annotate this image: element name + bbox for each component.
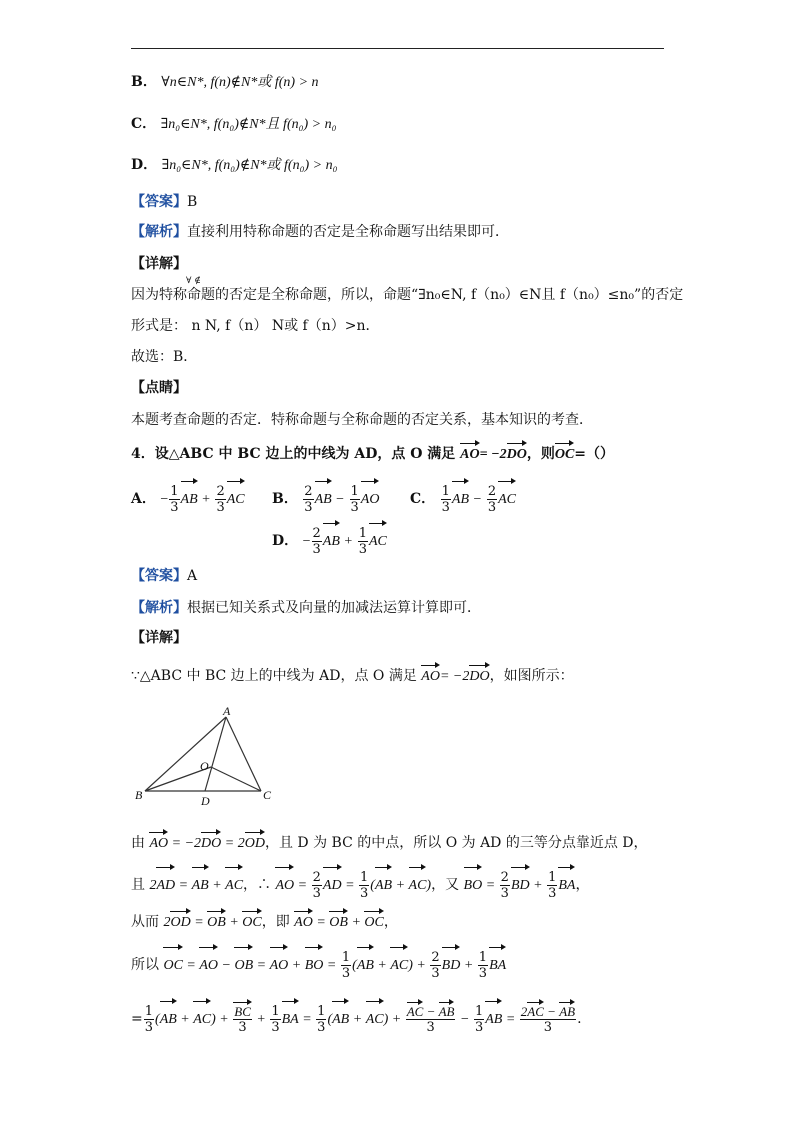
label-b: B xyxy=(135,788,143,802)
vector-ao: AO xyxy=(149,834,168,854)
fraction: $\frac{2}{3}$ xyxy=(487,483,497,515)
option-text: ∃n₀∈N*, f(n₀)∉N*且 f(n₀) > n₀ xyxy=(160,117,337,132)
option-label: C． xyxy=(410,491,436,507)
fraction: $\frac{2}{3}$ xyxy=(216,483,225,515)
detail-line: 因为特称命题的否定是全称命题，所以，命题“∃n₀∈N, f（n₀）∈N且 f（n₀）≤n₀”的否定 xyxy=(131,287,684,303)
q3-review-tag xyxy=(131,378,187,398)
vector-do: DO xyxy=(201,834,221,854)
label-c: C xyxy=(263,788,272,802)
q4-step4: 所以 OC = AO − OB = AO + BO = $\frac{1}{3}$ (AB + AC) + $\frac{2}{3}$ BD + $\frac{1}{3}$ BA xyxy=(131,948,506,983)
step-text: 从而 xyxy=(131,914,164,930)
vector: AB xyxy=(315,483,332,517)
fraction: $\frac{1}{3}$ xyxy=(441,483,450,515)
q4-answer xyxy=(131,566,197,586)
detail-tag: 【详解】 xyxy=(131,630,187,646)
segment-oc xyxy=(211,767,261,791)
step-text: 且 xyxy=(131,877,150,893)
equation-coef: = −2 xyxy=(439,669,470,684)
q3-review-text xyxy=(131,410,593,430)
step-text: = xyxy=(131,1011,143,1027)
q4-step3: 从而 2OD = OB + OC，即 AO = OB + OC， xyxy=(131,912,398,933)
vector: AO xyxy=(361,483,380,517)
q3-detail-line2 xyxy=(131,316,379,336)
fraction: $\frac{1}{3}$ xyxy=(170,483,179,515)
step-text: 由 xyxy=(131,835,150,851)
step-text: ，且 D 为 BC 的中点，所以 O 为 AD 的三等分点靠近点 D， xyxy=(264,835,648,851)
q4-detail-tag xyxy=(131,628,187,648)
answer-value: A xyxy=(187,568,198,584)
triangle-figure xyxy=(131,700,291,810)
analysis-text: 根据已知关系式及向量的加减法运算计算即可． xyxy=(187,600,481,616)
q3-option-b xyxy=(131,72,319,93)
fraction: $\frac{2}{3}$ xyxy=(312,525,321,557)
option-label: B． xyxy=(131,74,157,90)
header-rule xyxy=(131,48,664,49)
review-tag: 【点睛】 xyxy=(131,380,187,396)
option-label: C． xyxy=(131,116,157,132)
q4-option-a xyxy=(131,482,245,517)
label-a: A xyxy=(223,704,231,718)
step-text: ， xyxy=(383,914,398,930)
q3-detail-tag xyxy=(131,254,187,274)
sign: − xyxy=(160,492,169,507)
vector: AC xyxy=(227,483,245,517)
stem-text: 4．设△ABC 中 BC 边上的中线为 AD，点 O 满足 xyxy=(131,446,461,462)
fraction: $\frac{1}{3}$ xyxy=(350,483,359,515)
fraction: $\frac{2}{3}$ xyxy=(304,483,313,515)
q4-step1: 由 AO = −2DO = 2OD，且 D 为 BC 的中点，所以 O 为 AD 的三等分点靠近点 D， xyxy=(131,833,648,854)
stem-text: =（） xyxy=(574,446,615,462)
q4-option-b xyxy=(272,482,379,517)
side-ac xyxy=(226,717,261,791)
detail-text: ∵△ABC 中 BC 边上的中线为 AD，点 O 满足 xyxy=(131,668,422,684)
detail-line: 故选：B． xyxy=(131,349,198,365)
detail-line: 形式是： n N, f（n） N或 f（n）>n． xyxy=(131,318,380,334)
step-text: ，即 xyxy=(261,914,295,930)
vector: AB xyxy=(323,525,340,559)
q3-option-d xyxy=(131,155,337,176)
analysis-tag: 【解析】 xyxy=(131,600,187,616)
operator: + xyxy=(344,534,353,549)
q3-option-c xyxy=(131,114,336,135)
operator: − xyxy=(336,492,345,507)
q4-step5: = $\frac{1}{3}$ (AB + AC) + $\frac{BC}{3}$ + $\frac{1}{3}$ BA = $\frac{1}{3}$ (AB + AC) + $\frac{AC - AB}{3}$ − $\frac{1}{3}$ AB = $\frac{2AC - AB}{3}$ . xyxy=(131,1002,582,1037)
option-label: A． xyxy=(131,491,156,507)
option-text: ∀n∈N*, f(n)∉N*或 f(n) > n xyxy=(161,75,319,90)
operator: − xyxy=(473,492,482,507)
review-text: 本题考查命题的否定．特称命题与全称命题的否定关系，基本知识的考查． xyxy=(131,412,593,428)
vector: AB xyxy=(181,483,198,517)
side-ab xyxy=(145,717,226,791)
q3-detail-line3 xyxy=(131,347,197,367)
vector-ao: AO xyxy=(460,445,479,465)
answer-value: B xyxy=(187,194,198,210)
option-label: D． xyxy=(272,533,299,549)
vector-do: DO xyxy=(507,445,527,465)
vector: AC xyxy=(498,483,516,517)
q4-stem xyxy=(131,444,614,465)
vector: AC xyxy=(369,525,387,559)
q4-analysis xyxy=(131,598,481,618)
option-label: D． xyxy=(131,157,158,173)
median-ad xyxy=(205,717,226,791)
vector-do: DO xyxy=(469,667,489,687)
step-text: ，又 xyxy=(431,877,464,893)
detail-tag: 【详解】 xyxy=(131,256,187,272)
label-o: O xyxy=(200,759,209,773)
stem-text: ，则 xyxy=(526,446,555,462)
option-label: B． xyxy=(272,491,298,507)
equation-coef: = −2 xyxy=(479,447,507,462)
vector: AB xyxy=(452,483,469,517)
q4-step2: 且 2AD = AB + AC，∴ AO = $\frac{2}{3}$ AD = $\frac{1}{3}$ (AB + AC)，又 BO = $\frac{2}{3}$ BD + $\frac{1}{3}$ BA， xyxy=(131,868,589,903)
step-text: 所以 xyxy=(131,957,164,973)
vector-od: OD xyxy=(245,834,265,854)
fraction: $\frac{1}{3}$ xyxy=(358,525,367,557)
q3-analysis xyxy=(131,222,509,242)
operator: + xyxy=(202,492,210,507)
q4-option-c xyxy=(410,482,516,517)
sign: − xyxy=(302,534,311,549)
detail-text: ，如图所示： xyxy=(489,668,574,684)
answer-tag: 【答案】 xyxy=(131,194,187,210)
answer-tag: 【答案】 xyxy=(131,568,187,584)
q4-detail-intro xyxy=(131,666,574,687)
q3-detail-line1 xyxy=(131,285,683,305)
q3-answer xyxy=(131,192,197,212)
q4-option-d xyxy=(272,524,387,559)
overlay-symbols: ∀ ∉ xyxy=(186,276,201,286)
analysis-text: 直接利用特称命题的否定是全称命题写出结果即可． xyxy=(187,224,509,240)
analysis-tag: 【解析】 xyxy=(131,224,187,240)
step-text: ，∴ xyxy=(243,877,276,893)
label-d: D xyxy=(201,794,210,808)
vector-ao: AO xyxy=(421,667,440,687)
option-text: ∃n₀∈N*, f(n₀)∉N*或 f(n₀) > n₀ xyxy=(161,158,338,173)
vector-oc: OC xyxy=(555,445,574,465)
